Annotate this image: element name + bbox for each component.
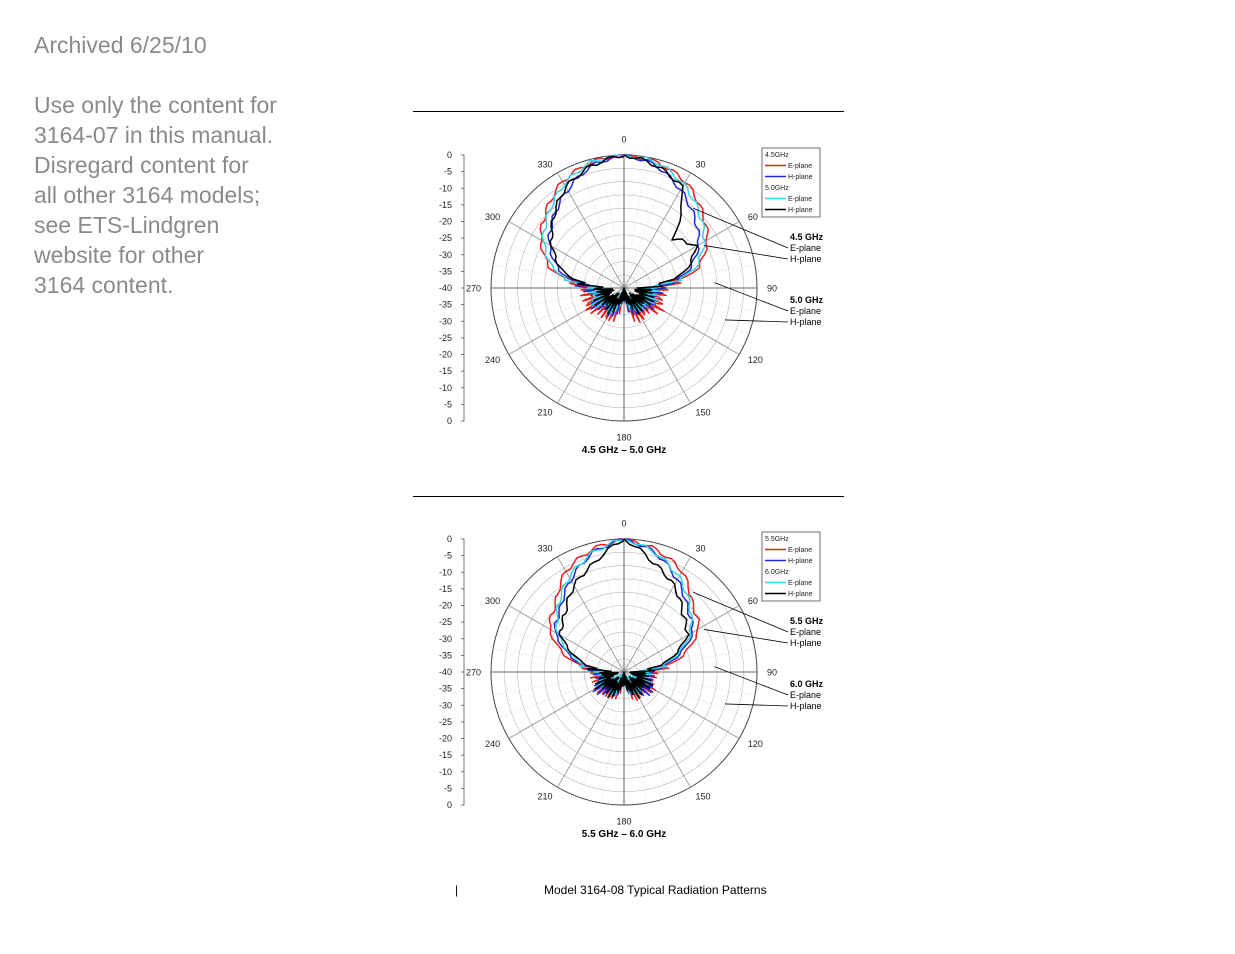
angle-tick-label: 60: [747, 212, 758, 222]
notice-line: 3164-07 in this manual.: [34, 122, 274, 148]
annotation-leader: [725, 704, 788, 706]
notice-line: see ETS-Lindgren: [34, 212, 220, 238]
legend-entry-label: H-plane: [788, 591, 813, 598]
db-scale-label: -35: [438, 299, 452, 310]
db-scale-label: -30: [438, 249, 452, 260]
angle-tick-label: 240: [485, 355, 501, 365]
radiation-pattern-chart-low: [400, 128, 860, 473]
db-scale-label: -15: [438, 583, 452, 594]
angle-tick-label: 150: [695, 791, 711, 802]
annotation-plane-label: H-plane: [790, 317, 822, 327]
db-scale-label: -30: [438, 700, 452, 711]
annotation-leader: [704, 629, 788, 643]
grid-spoke: [522, 203, 624, 288]
db-scale-label: -10: [438, 567, 452, 578]
angle-tick-label: 180: [616, 816, 632, 827]
angle-tick-label: 270: [465, 667, 481, 678]
angle-tick-label: 150: [695, 407, 711, 418]
db-scale-label: -15: [438, 366, 452, 377]
angle-tick-label: 180: [616, 432, 632, 443]
annotation-plane-label: H-plane: [790, 701, 822, 711]
angle-tick-label: 330: [537, 543, 553, 554]
angle-tick-label: 90: [767, 283, 778, 294]
legend-entry-label: H-plane: [788, 174, 813, 181]
angle-tick-label: 210: [537, 407, 553, 418]
annotation-leader: [704, 245, 788, 259]
legend-group-label: 5.0GHz: [765, 185, 789, 192]
middle-rule: [413, 496, 844, 497]
angle-tick-label: 0: [621, 134, 627, 145]
angle-tick-label: 330: [537, 159, 553, 170]
annotation-plane-label: E-plane: [790, 306, 822, 316]
db-scale-label: -5: [443, 783, 452, 794]
annotation-plane-label: E-plane: [790, 243, 822, 253]
notice-line: all other 3164 models;: [34, 182, 261, 208]
legend-entry-label: E-plane: [788, 547, 813, 554]
annotation-plane-label: E-plane: [790, 690, 822, 700]
annotation-frequency: 4.5 GHz: [790, 232, 824, 242]
db-scale-label: -15: [438, 750, 452, 761]
legend-entry-label: E-plane: [788, 163, 813, 170]
radiation-pattern-chart-high: [400, 512, 860, 857]
archive-date: Archived 6/25/10: [34, 32, 207, 58]
db-scale-label: -20: [438, 216, 452, 227]
annotation-frequency: 5.5 GHz: [790, 616, 824, 626]
db-scale-label: 0: [446, 150, 452, 160]
db-scale-label: -35: [438, 266, 452, 277]
top-rule: [413, 111, 844, 112]
angle-tick-label: 120: [747, 739, 763, 749]
grid-spoke: [539, 570, 624, 672]
db-scale-label: -35: [438, 650, 452, 661]
db-scale-label: -20: [438, 349, 452, 360]
archive-notice: [34, 30, 334, 300]
angle-tick-label: 120: [747, 355, 763, 365]
db-scale-label: 0: [446, 534, 452, 544]
angle-tick-label: 90: [767, 667, 778, 678]
legend-entry-label: E-plane: [788, 196, 813, 203]
db-scale-label: -40: [438, 667, 452, 677]
angle-tick-label: 300: [485, 212, 501, 222]
db-scale-label: -10: [438, 183, 452, 194]
notice-line: Use only the content for: [34, 92, 277, 118]
footer-separator: |: [455, 883, 459, 897]
notice-line: 3164 content.: [34, 272, 174, 298]
legend-group-label: 4.5GHz: [765, 152, 789, 159]
angle-tick-label: 30: [695, 543, 706, 554]
db-scale-label: 0: [446, 800, 452, 810]
legend-entry-label: H-plane: [788, 207, 813, 214]
legend-group-label: 5.5GHz: [765, 536, 789, 543]
db-scale-label: -15: [438, 199, 452, 210]
db-scale-label: -5: [443, 166, 452, 177]
annotation-frequency: 5.0 GHz: [790, 295, 824, 305]
notice-line: website for other: [34, 242, 205, 268]
chart-title: 4.5 GHz – 5.0 GHz: [581, 445, 667, 456]
annotation-leader: [725, 320, 788, 322]
db-scale-label: -30: [438, 633, 452, 644]
notice-line: Disregard content for: [34, 152, 249, 178]
grid-spoke: [624, 570, 709, 672]
annotation-plane-label: E-plane: [790, 627, 822, 637]
db-scale-label: -35: [438, 683, 452, 694]
angle-tick-label: 270: [465, 283, 481, 294]
db-scale-label: -20: [438, 733, 452, 744]
db-scale-label: -30: [438, 316, 452, 327]
legend-entry-label: E-plane: [788, 580, 813, 587]
annotation-plane-label: H-plane: [790, 254, 822, 264]
annotation-frequency: 6.0 GHz: [790, 679, 824, 689]
legend-entry-label: H-plane: [788, 558, 813, 565]
db-scale-label: -25: [438, 617, 452, 628]
annotation-plane-label: H-plane: [790, 638, 822, 648]
archive-message: [34, 90, 334, 300]
page-footer-caption: Model 3164-08 Typical Radiation Patterns: [544, 883, 767, 897]
angle-tick-label: 60: [747, 596, 758, 606]
angle-tick-label: 30: [695, 159, 706, 170]
db-scale-label: -25: [438, 716, 452, 727]
angle-tick-label: 0: [621, 518, 627, 529]
db-scale-label: -20: [438, 600, 452, 611]
db-scale-label: -5: [443, 399, 452, 410]
chart-title: 5.5 GHz – 6.0 GHz: [581, 829, 667, 840]
angle-tick-label: 240: [485, 739, 501, 749]
db-scale-label: -5: [443, 550, 452, 561]
angle-tick-label: 300: [485, 596, 501, 606]
db-scale-label: -10: [438, 382, 452, 393]
angle-tick-label: 210: [537, 791, 553, 802]
db-scale-label: -10: [438, 766, 452, 777]
db-scale-label: -40: [438, 283, 452, 293]
db-scale-label: -25: [438, 332, 452, 343]
legend-group-label: 6.0GHz: [765, 569, 789, 576]
db-scale-label: 0: [446, 416, 452, 426]
db-scale-label: -25: [438, 233, 452, 244]
